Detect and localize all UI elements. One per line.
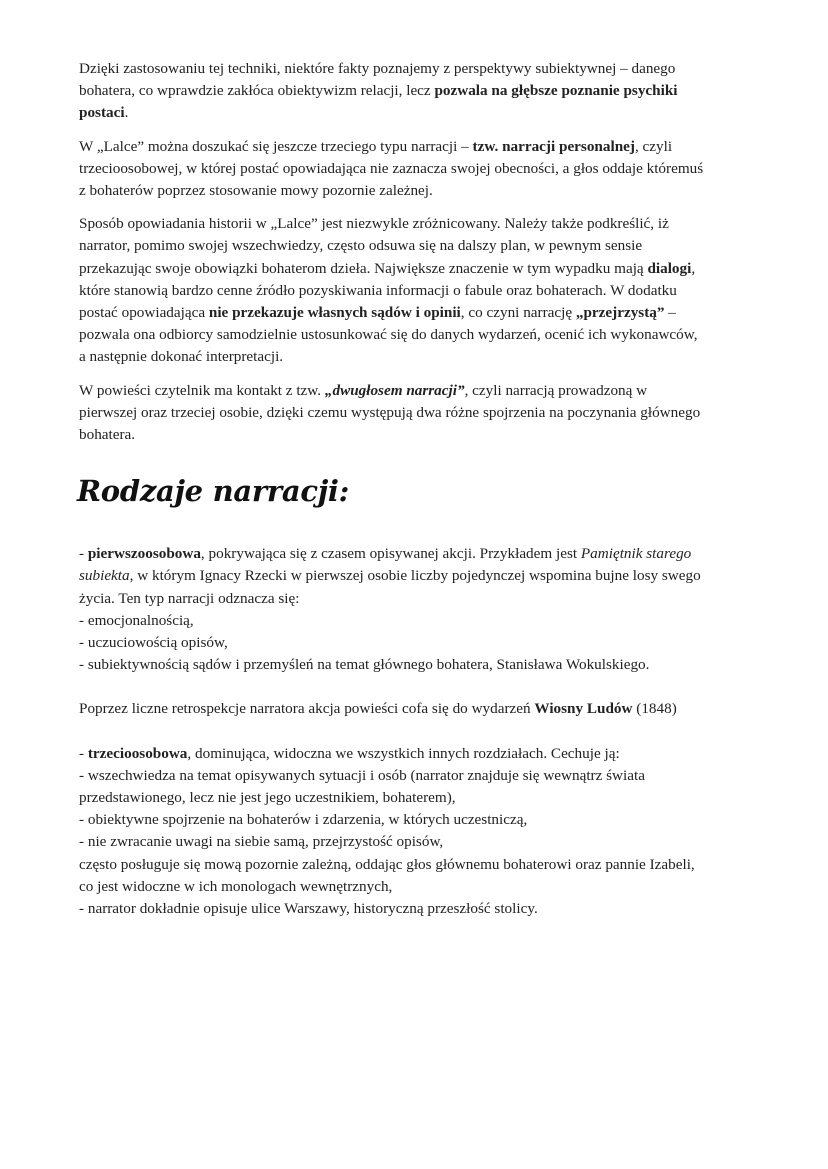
- text-run: przekazując swoje obowiązki bohaterom dzieła. Największe znaczenie w tym wypadku mają: [79, 259, 648, 277]
- text-line: [79, 136, 769, 158]
- text-run: , co czyni narrację: [460, 304, 576, 322]
- text-line: [79, 565, 769, 587]
- text-run: , pokrywająca się z czasem opisywanej akcji. Przykładem jest: [200, 545, 581, 563]
- text-run: –: [664, 304, 676, 322]
- text-line: [79, 324, 769, 346]
- text-run: z bohaterów poprzez stosowanie mowy pozornie zależnej.: [79, 182, 433, 200]
- bold-text: trzecioosobowa: [87, 744, 188, 762]
- text-line: [79, 258, 769, 280]
- text-line: [79, 58, 769, 80]
- list-item: co jest widoczne w ich monologach wewnętrznych,: [79, 877, 393, 895]
- retrospection-paragraph: [79, 698, 769, 720]
- text-run: , czyli narracją prowadzoną w: [464, 381, 648, 399]
- text-run: ,: [691, 259, 696, 277]
- text-line: [79, 158, 769, 180]
- document-body: [79, 58, 769, 920]
- text-line: [79, 235, 769, 257]
- list-item: - uczuciowością opisów,: [79, 634, 228, 652]
- bold-text: Wiosny Ludów: [534, 700, 633, 718]
- list-item: - obiektywne spojrzenie na bohaterów i zdarzenia, w których uczestniczą,: [79, 811, 528, 829]
- blank-line: [79, 721, 769, 743]
- text-line: [79, 280, 769, 302]
- blank-line: [79, 676, 769, 698]
- intro-paragraph: [79, 58, 769, 125]
- text-run: (1848): [632, 700, 677, 718]
- text-line: [79, 102, 769, 124]
- text-run: , w którym Ignacy Rzecki w pierwszej osobie liczby pojedynczej wspomina bujne losy swego: [129, 567, 701, 585]
- bold-text: tzw. narracji personalnej: [472, 137, 635, 155]
- bold-italic-text: „dwugłosem narracji”: [324, 381, 465, 399]
- italic-text: Pamiętnik starego: [580, 545, 692, 563]
- bold-text: dialogi: [647, 259, 692, 277]
- text-run: Dzięki zastosowaniu tej techniki, niektóre fakty poznajemy z perspektywy subiektywnej – danego: [79, 60, 676, 77]
- list-item: - wszechwiedza na temat opisywanych sytuacji i osób (narrator znajduje się wewnątrz świata: [79, 766, 645, 784]
- text-line: [79, 402, 769, 424]
- text-run: , czyli: [634, 137, 673, 155]
- bold-text: pierwszoosobowa: [87, 545, 201, 563]
- double-voice-paragraph: [79, 380, 769, 447]
- bold-text: nie przekazuje własnych sądów i opinii: [208, 304, 461, 322]
- text-run: -: [79, 545, 88, 563]
- text-run: Poprzez liczne retrospekcje narratora akcja powieści cofa się do wydarzeń: [79, 700, 535, 718]
- third-person-section: [79, 743, 769, 921]
- list-item: - subiektywnością sądów i przemyśleń na temat głównego bohatera, Stanisława Wokulskiego.: [79, 656, 650, 674]
- text-run: trzecioosobowej, w której postać opowiadająca nie zaznacza swojej obecności, a głos oddaje któremuś: [79, 159, 704, 177]
- text-line: [79, 346, 769, 368]
- personal-narration-paragraph: [79, 136, 769, 203]
- text-line: [79, 424, 769, 446]
- text-line: [79, 588, 769, 610]
- list-item: - nie zwracanie uwagi na siebie samą, przejrzystość opisów,: [79, 833, 444, 851]
- text-run: postać opowiadająca: [79, 304, 209, 322]
- text-run: W „Lalce” można doszukać się jeszcze trzeciego typu narracji –: [79, 137, 473, 155]
- text-line: [79, 180, 769, 202]
- storytelling-paragraph: [79, 213, 769, 368]
- text-run: narrator, pomimo swojej wszechwiedzy, często odsuwa się na dalszy plan, w pewnym sensie: [79, 237, 643, 255]
- text-line: [79, 302, 769, 324]
- text-line: [79, 743, 769, 765]
- text-run: a następnie dokonać interpretacji.: [79, 348, 284, 366]
- text-line: [79, 213, 769, 235]
- text-run: , dominująca, widoczna we wszystkich innych rozdziałach. Cechuje ją:: [187, 744, 620, 762]
- text-line: [79, 698, 769, 720]
- bold-text: pozwala na głębsze poznanie psychiki: [434, 82, 678, 100]
- text-run: pierwszej oraz trzeciej osobie, dzięki czemu występują dwa różne spojrzenia na poczynania głównego: [79, 403, 701, 421]
- text-run: Sposób opowiadania historii w „Lalce” jest niezwykle zróżnicowany. Należy także podkreślić, iż: [79, 215, 669, 233]
- text-run: W powieści czytelnik ma kontakt z tzw.: [79, 381, 325, 399]
- text-run: pozwala ona odbiorcy samodzielnie ustosunkować się do danych wydarzeń, ocenić ich wykonawców,: [79, 326, 698, 344]
- text-line: [79, 380, 769, 402]
- text-run: życia. Ten typ narracji odznacza się:: [79, 589, 300, 607]
- text-run: bohatera, co wprawdzie zakłóca obiektywizm relacji, lecz: [79, 82, 435, 100]
- first-person-section: [79, 543, 769, 676]
- text-line: [79, 80, 769, 102]
- text-run: -: [79, 744, 88, 762]
- bold-text: postaci: [79, 104, 125, 122]
- text-line: [79, 543, 769, 565]
- list-item: - emocjonalnością,: [79, 611, 194, 629]
- italic-text: subiekta: [79, 567, 130, 585]
- text-run: .: [124, 104, 129, 122]
- bold-text: „przejrzystą”: [575, 304, 665, 322]
- section-heading: Rodzaje narracji:: [77, 474, 350, 509]
- list-item: - narrator dokładnie opisuje ulice Warszawy, historyczną przeszłość stolicy.: [79, 900, 538, 918]
- list-item: przedstawionego, lecz nie jest jego uczestnikiem, bohaterem),: [79, 789, 456, 807]
- list-item: często posługuje się mową pozornie zależną, oddając głos głównemu bohaterowi oraz pannie Izabeli,: [79, 855, 695, 873]
- text-run: które stanowią bardzo cenne źródło pozyskiwania informacji o fabule oraz bohaterach. W dodatku: [79, 281, 677, 299]
- text-run: bohatera.: [79, 426, 136, 444]
